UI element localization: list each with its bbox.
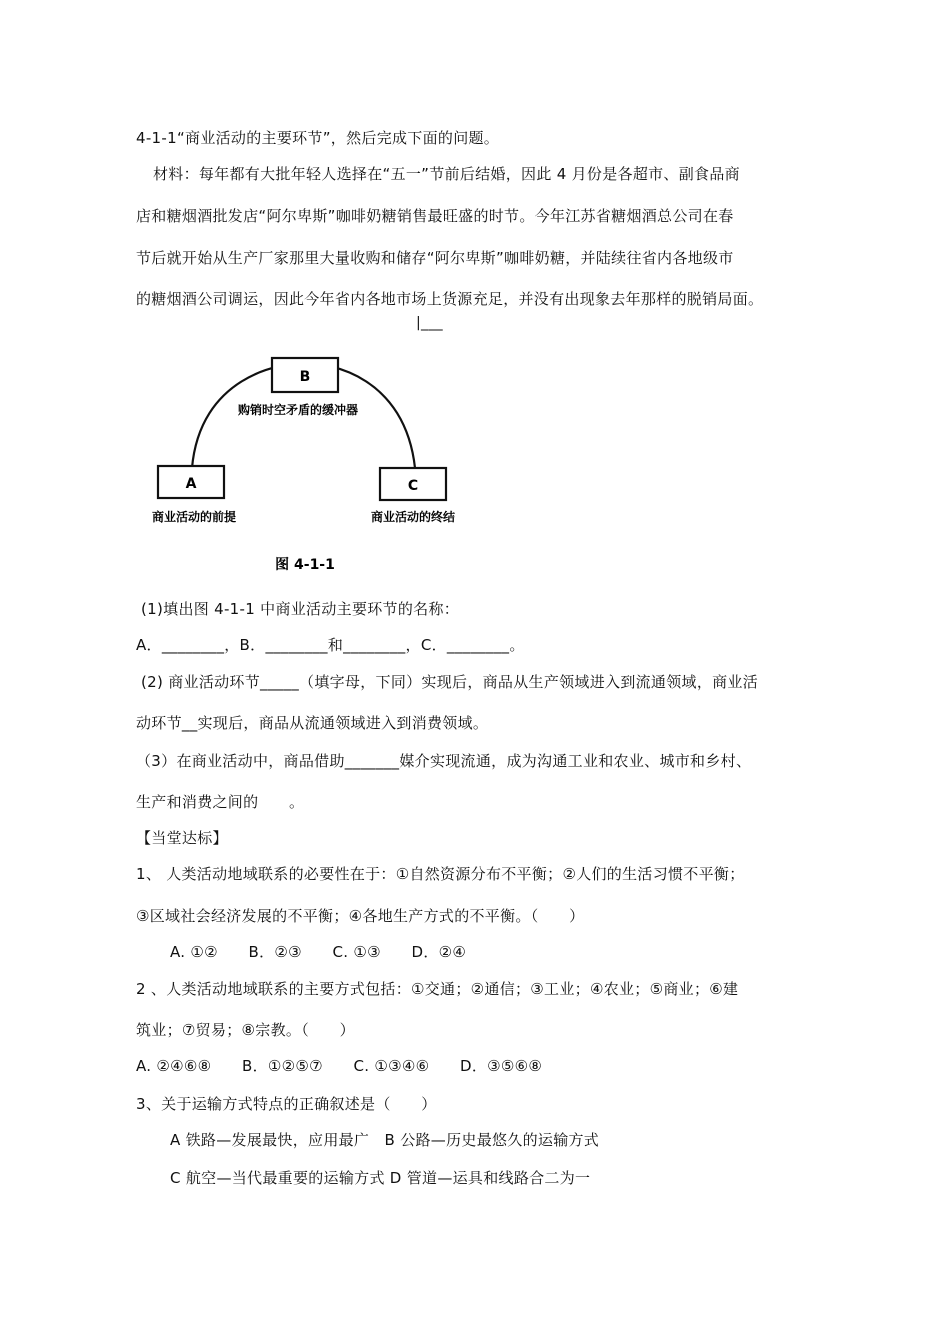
- exercise-3-stem: 3、关于运输方式特点的正确叙述是（ ）: [136, 1095, 437, 1113]
- exercise-1-line-1: 1、 人类活动地域联系的必要性在于：①自然资源分布不平衡；②人们的生活习惯不平衡；: [136, 865, 745, 883]
- end-label: 商业活动的终结: [370, 510, 456, 524]
- material-line-2: 店和糖烟酒批发店“阿尔卑斯”咖啡奶糖销售最旺盛的时节。今年江苏省糖烟酒总公司在春: [136, 207, 734, 225]
- material-line-4: 的糖烟酒公司调运，因此今年省内各地市场上货源充足，并没有出现象去年那样的脱销局面。: [136, 290, 764, 308]
- exercise-1-line-2: ③区域社会经济发展的不平衡；④各地生产方式的不平衡。（ ）: [136, 907, 585, 925]
- intro-line: 4-1-1“商业活动的主要环节”，然后完成下面的问题。: [136, 129, 500, 147]
- premise-label: 商业活动的前提: [151, 510, 237, 524]
- buffer-label: 购销时空矛盾的缓冲器: [237, 403, 359, 417]
- figure-caption: 图 4-1-1: [275, 557, 335, 572]
- box-b-label: B: [299, 369, 311, 385]
- exercise-1-options: A. ①② B．②③ C. ①③ D．②④: [170, 943, 467, 961]
- corner-mark: |___: [416, 315, 443, 331]
- question-2-line-2: 动环节__实现后，商品从流通领域进入到消费领域。: [136, 714, 489, 732]
- question-1: (1)填出图 4-1-1 中商业活动主要环节的名称：: [141, 600, 460, 618]
- material-line-1: 材料：每年都有大批年轻人选择在“五一”节前后结婚，因此 4 月份是各超市、副食品商: [153, 165, 740, 183]
- question-3-line-2: 生产和消费之间的 。: [136, 793, 305, 811]
- material-line-3: 节后就开始从生产厂家那里大量收购和储存“阿尔卑斯”咖啡奶糖，并陆续往省内各地级市: [136, 249, 734, 267]
- box-a-label: A: [185, 476, 197, 492]
- exercise-2-options: A. ②④⑥⑧ B．①②⑤⑦ C. ①③④⑥ D．③⑤⑥⑧: [136, 1057, 543, 1075]
- exercise-2-line-2: 筑业；⑦贸易；⑧宗教。（ ）: [136, 1021, 355, 1039]
- box-c-label: C: [407, 478, 419, 494]
- exercise-3-options-ab: A 铁路—发展最快，应用最广 B 公路—历史最悠久的运输方式: [170, 1131, 600, 1149]
- section-title: 【当堂达标】: [136, 829, 228, 847]
- exercise-2-line-1: 2 、人类活动地域联系的主要方式包括：①交通；②通信；③工业；④农业；⑤商业；⑥建: [136, 980, 739, 998]
- exercise-3-options-cd: C 航空—当代最重要的运输方式 D 管道—运具和线路合二为一: [170, 1169, 591, 1187]
- question-3-line-1: （3）在商业活动中，商品借助_______媒介实现流通，成为沟通工业和农业、城市和乡村、: [136, 752, 752, 770]
- question-2-line-1: (2) 商业活动环节_____（填字母，下同）实现后，商品从生产领域进入到流通领域，商业活: [141, 673, 759, 691]
- question-1-blanks: A．________，B．________和________，C．________。: [136, 636, 525, 654]
- commerce-diagram: [130, 322, 470, 572]
